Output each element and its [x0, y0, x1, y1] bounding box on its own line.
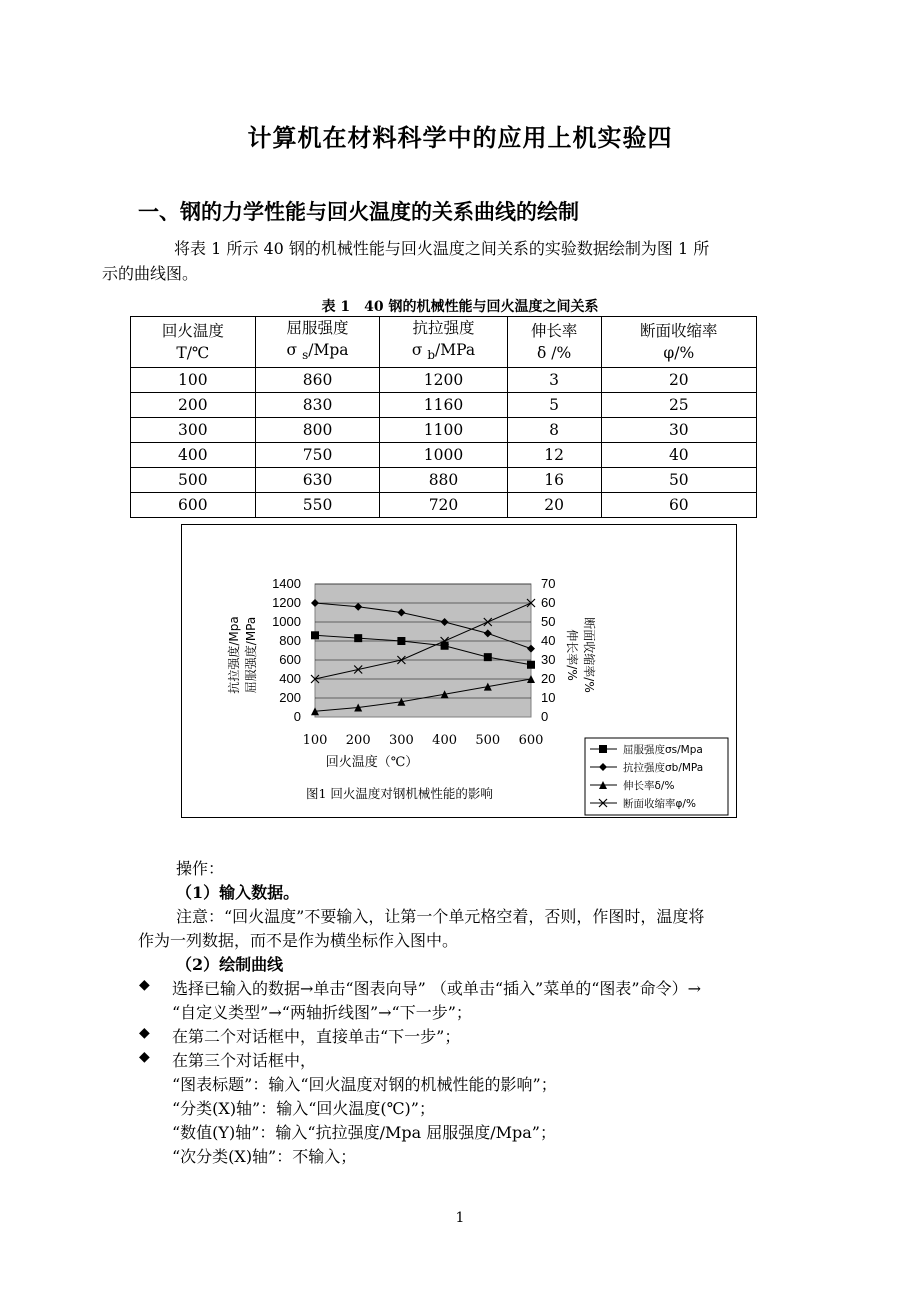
table-cell: 300 — [131, 418, 256, 443]
table-cell: 50 — [601, 468, 756, 493]
table-cell: 860 — [255, 368, 380, 393]
table-cell: 3 — [507, 368, 601, 393]
y-left-tick-label: 800 — [279, 633, 301, 648]
table-cell: 8 — [507, 418, 601, 443]
marker-square — [599, 745, 607, 753]
table-cell: 1160 — [380, 393, 507, 418]
table-cell: 40 — [601, 443, 756, 468]
step2-title: （2）绘制曲线 — [176, 955, 284, 974]
table-header-row — [131, 317, 757, 368]
x-tick-label: 600 — [518, 733, 544, 748]
table-cell: 400 — [131, 443, 256, 468]
y-right-tick-label: 60 — [541, 595, 556, 610]
marker-square — [354, 634, 362, 642]
table-row — [131, 393, 757, 418]
step1-title: （1）输入数据。 — [176, 883, 300, 902]
table-cell: 20 — [601, 368, 756, 393]
table-cell: 630 — [255, 468, 380, 493]
chart — [182, 525, 735, 816]
y-right-tick-label: 70 — [541, 576, 556, 591]
table-cell: 16 — [507, 468, 601, 493]
table-cell: 1100 — [380, 418, 507, 443]
bullet1-line2: “自定义类型”→“两轴折线图”→“下一步”； — [172, 1003, 472, 1022]
table-cell: 100 — [131, 368, 256, 393]
y-left-tick-label: 1400 — [272, 576, 301, 591]
table-cell: 1000 — [380, 443, 507, 468]
y-axis-right-label: 伸长率/% — [565, 629, 579, 681]
y-axis-left-label: 屈服强度/MPa — [244, 616, 258, 694]
sub-item-3: “数值(Y)轴”：输入“抗拉强度/Mpa 屈服强度/Mpa”； — [172, 1123, 556, 1142]
legend-label: 伸长率δ/% — [623, 780, 675, 792]
x-tick-label: 300 — [388, 733, 414, 748]
step1-note-line1: 注意：“回火温度”不要输入，让第一个单元格空着，否则，作图时，温度将 — [176, 907, 705, 926]
y-right-tick-label: 10 — [541, 690, 556, 705]
table-cell: 830 — [255, 393, 380, 418]
table-cell: 880 — [380, 468, 507, 493]
x-tick-label: 500 — [475, 733, 501, 748]
y-right-tick-label: 30 — [541, 652, 556, 667]
table-cell: 5 — [507, 393, 601, 418]
bullet-icon: ◆ — [139, 977, 150, 993]
y-left-tick-label: 1000 — [272, 614, 301, 629]
marker-square — [484, 653, 492, 661]
intro-paragraph — [102, 236, 790, 286]
header-cell: 断面收缩率 φ/% — [601, 317, 756, 368]
table-row — [131, 418, 757, 443]
sub-item-2: “分类(X)轴”：输入“回火温度(℃)”； — [172, 1099, 435, 1118]
intro-line-1: 将表 1 所示 40 钢的机械性能与回火温度之间关系的实验数据绘制为图 1 所 — [174, 239, 710, 258]
y-right-tick-label: 20 — [541, 671, 556, 686]
table-cell: 25 — [601, 393, 756, 418]
table-row — [131, 368, 757, 393]
legend-label: 屈服强度σs/Mpa — [623, 744, 703, 756]
page-title: 计算机在材料科学中的应用上机实验四 — [247, 124, 673, 152]
table-row — [131, 468, 757, 493]
y-left-tick-label: 200 — [279, 690, 301, 705]
bullet-icon: ◆ — [139, 1025, 150, 1041]
y-axis-right-label: 断面收缩率/% — [582, 617, 596, 693]
table-cell: 20 — [507, 493, 601, 518]
header-cell: 伸长率 δ /% — [507, 317, 601, 368]
sub-item-1: “图表标题”：输入“回火温度对钢的机械性能的影响”； — [172, 1075, 557, 1094]
x-tick-label: 200 — [345, 733, 371, 748]
table-row — [131, 493, 757, 518]
y-right-tick-label: 50 — [541, 614, 556, 629]
chart-title: 图1 回火温度对钢机械性能的影响 — [306, 786, 493, 801]
table-caption: 表 1 40 钢的机械性能与回火温度之间关系 — [321, 299, 599, 315]
header-cell: 抗拉强度 σ $_b$/MPa — [380, 317, 507, 368]
data-table — [130, 316, 757, 518]
y-right-tick-label: 0 — [541, 709, 549, 724]
bullet3: 在第三个对话框中， — [172, 1051, 317, 1070]
bullet2: 在第二个对话框中，直接单击“下一步”； — [172, 1027, 461, 1046]
header-cell: 屈服强度 σ $_s$/Mpa — [255, 317, 380, 368]
intro-line-2: 示的曲线图。 — [102, 264, 199, 283]
section-heading: 一、钢的力学性能与回火温度的关系曲线的绘制 — [138, 200, 579, 224]
legend-label: 抗拉强度σb/MPa — [623, 762, 704, 774]
x-tick-label: 400 — [432, 733, 458, 748]
table-cell: 12 — [507, 443, 601, 468]
table-cell: 600 — [131, 493, 256, 518]
y-left-tick-label: 600 — [279, 652, 301, 667]
table-cell: 500 — [131, 468, 256, 493]
x-axis-label: 回火温度（℃） — [325, 755, 419, 770]
figure-frame — [181, 524, 737, 818]
table-cell: 750 — [255, 443, 380, 468]
page-number: 1 — [455, 1210, 465, 1226]
y-axis-left-label: 抗拉强度/Mpa — [227, 616, 241, 694]
table-cell: 550 — [255, 493, 380, 518]
y-left-tick-label: 1200 — [272, 595, 301, 610]
bullet-icon: ◆ — [139, 1049, 150, 1065]
table-cell: 60 — [601, 493, 756, 518]
marker-square — [441, 642, 449, 650]
marker-square — [311, 631, 319, 639]
table-cell: 30 — [601, 418, 756, 443]
y-left-tick-label: 400 — [279, 671, 301, 686]
marker-square — [527, 661, 535, 669]
sub-item-4: “次分类(X)轴”：不输入； — [172, 1147, 357, 1166]
y-right-tick-label: 40 — [541, 633, 556, 648]
table-cell: 720 — [380, 493, 507, 518]
marker-square — [397, 637, 405, 645]
table-cell: 200 — [131, 393, 256, 418]
step1-note-line2: 作为一列数据，而不是作为横坐标作入图中。 — [138, 931, 459, 950]
bullet1-line1: 选择已输入的数据→单击“图表向导” （或单击“插入”菜单的“图表”命令）→ — [172, 979, 701, 998]
table-cell: 1200 — [380, 368, 507, 393]
y-left-tick-label: 0 — [293, 709, 301, 724]
header-cell: 回火温度 T/℃ — [131, 317, 256, 368]
table-row — [131, 443, 757, 468]
legend-label: 断面收缩率φ/% — [623, 798, 696, 810]
x-tick-label: 100 — [302, 733, 328, 748]
table-cell: 800 — [255, 418, 380, 443]
operation-label: 操作： — [176, 859, 225, 878]
